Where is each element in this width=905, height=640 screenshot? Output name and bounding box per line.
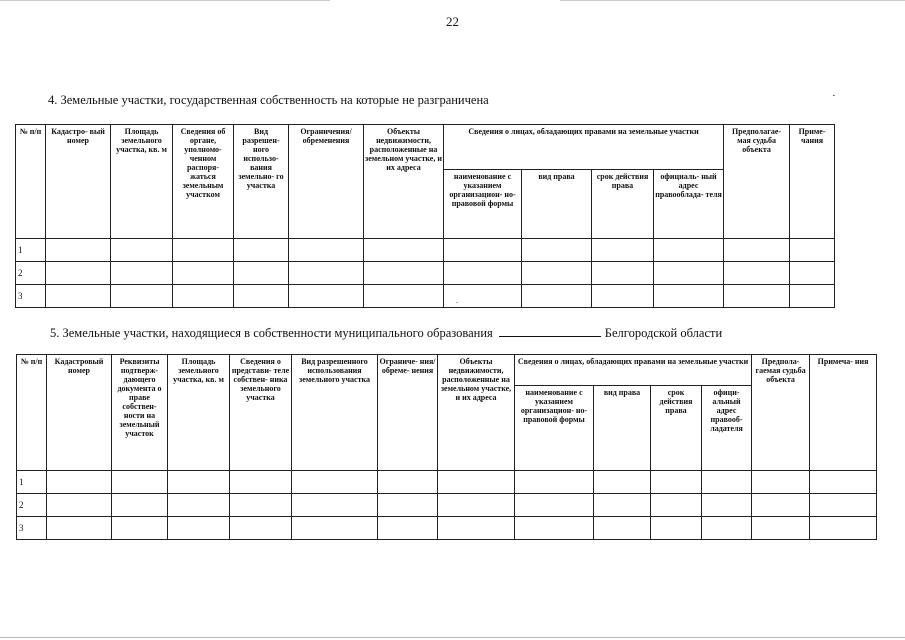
- header-intended-fate: Предполагае- мая судьба объекта: [724, 125, 790, 239]
- row-number: 3: [16, 285, 46, 308]
- table-row: [16, 239, 835, 262]
- section-5-title-suffix: Белгородской области: [604, 326, 723, 340]
- header-rights-holders-group: Сведения о лицах, обладающих правами на земельные участки: [444, 125, 724, 170]
- page-number: 22: [446, 14, 459, 29]
- bottom-edge-rule: [0, 637, 905, 638]
- row-number: 1: [17, 471, 47, 494]
- table-row: [17, 471, 877, 494]
- scan-speck: .: [456, 296, 458, 305]
- row-number: 1: [16, 239, 46, 262]
- corner-mark: ·: [832, 90, 836, 102]
- section-4-table: [15, 124, 835, 308]
- section-5-table: [16, 354, 877, 540]
- header-num: № п/п: [16, 125, 46, 239]
- header-holder-address: официаль- ный адрес правооблада- теля: [654, 170, 724, 239]
- header-permitted-use: Вид разрешенного использования земельного участка: [292, 355, 378, 471]
- header-restrictions: Ограниче- ния/обреме- нения: [378, 355, 438, 471]
- table-row: [16, 285, 835, 308]
- header-right-term: срок действия права: [592, 170, 654, 239]
- header-holder-name: наименование с указанием организацион- но-правовой формы: [444, 170, 522, 239]
- header-land-area: Площадь земельного участка, кв. м: [111, 125, 173, 239]
- table-row: [17, 517, 877, 540]
- header-land-area: Площадь земельного участка, кв. м: [168, 355, 230, 471]
- header-authorized-body: Сведения об органе, уполномо- ченном распоря- жаться земельным участком: [173, 125, 234, 239]
- header-right-type: вид права: [594, 386, 651, 471]
- municipality-blank: [499, 325, 601, 337]
- header-rights-holders-group: Сведения о лицах, обладающих правами на земельные участки: [515, 355, 752, 386]
- header-restrictions: Ограничения/ обременения: [289, 125, 364, 239]
- top-edge-rule: [560, 0, 905, 1]
- header-right-type: вид права: [522, 170, 592, 239]
- header-ownership-document: Реквизиты подтверж- дающего документа о праве собствен- ности на земельный участок: [112, 355, 168, 471]
- top-edge-rule: [0, 0, 330, 1]
- header-num: № п/п: [17, 355, 47, 471]
- header-notes: Приме- чания: [790, 125, 835, 239]
- section-4-title: 4. Земельные участки, государственная собственность на которые не разграничена: [48, 93, 489, 107]
- row-number: 2: [16, 262, 46, 285]
- header-owner-representative: Сведения о представи- теле собствен- ника земельного участка: [230, 355, 292, 471]
- header-cadastral-number: Кадастро- вый номер: [46, 125, 111, 239]
- header-notes: Примеча- ния: [810, 355, 877, 471]
- table-row: [17, 494, 877, 517]
- section-5-title: [50, 325, 722, 341]
- section-5-title-prefix: 5. Земельные участки, находящиеся в собственности муниципального образования: [50, 326, 493, 340]
- header-right-term: срок действия права: [651, 386, 702, 471]
- header-intended-fate: Предпола- гаемая судьба объекта: [752, 355, 810, 471]
- header-holder-address: офици- альный адрес правооб- ладателя: [702, 386, 752, 471]
- header-cadastral-number: Кадастровый номер: [47, 355, 112, 471]
- header-holder-name: наименование с указанием организацион- но-правовой формы: [515, 386, 594, 471]
- row-number: 3: [17, 517, 47, 540]
- header-real-estate-objects: Объекты недвижимости, расположенные на земельном участке, и их адреса: [438, 355, 515, 471]
- header-real-estate-objects: Объекты недвижимости, расположенные на земельном участке, и их адреса: [364, 125, 444, 239]
- header-permitted-use: Вид разрешен- ного использо- вания земельно- го участка: [234, 125, 289, 239]
- row-number: 2: [17, 494, 47, 517]
- table-row: [16, 262, 835, 285]
